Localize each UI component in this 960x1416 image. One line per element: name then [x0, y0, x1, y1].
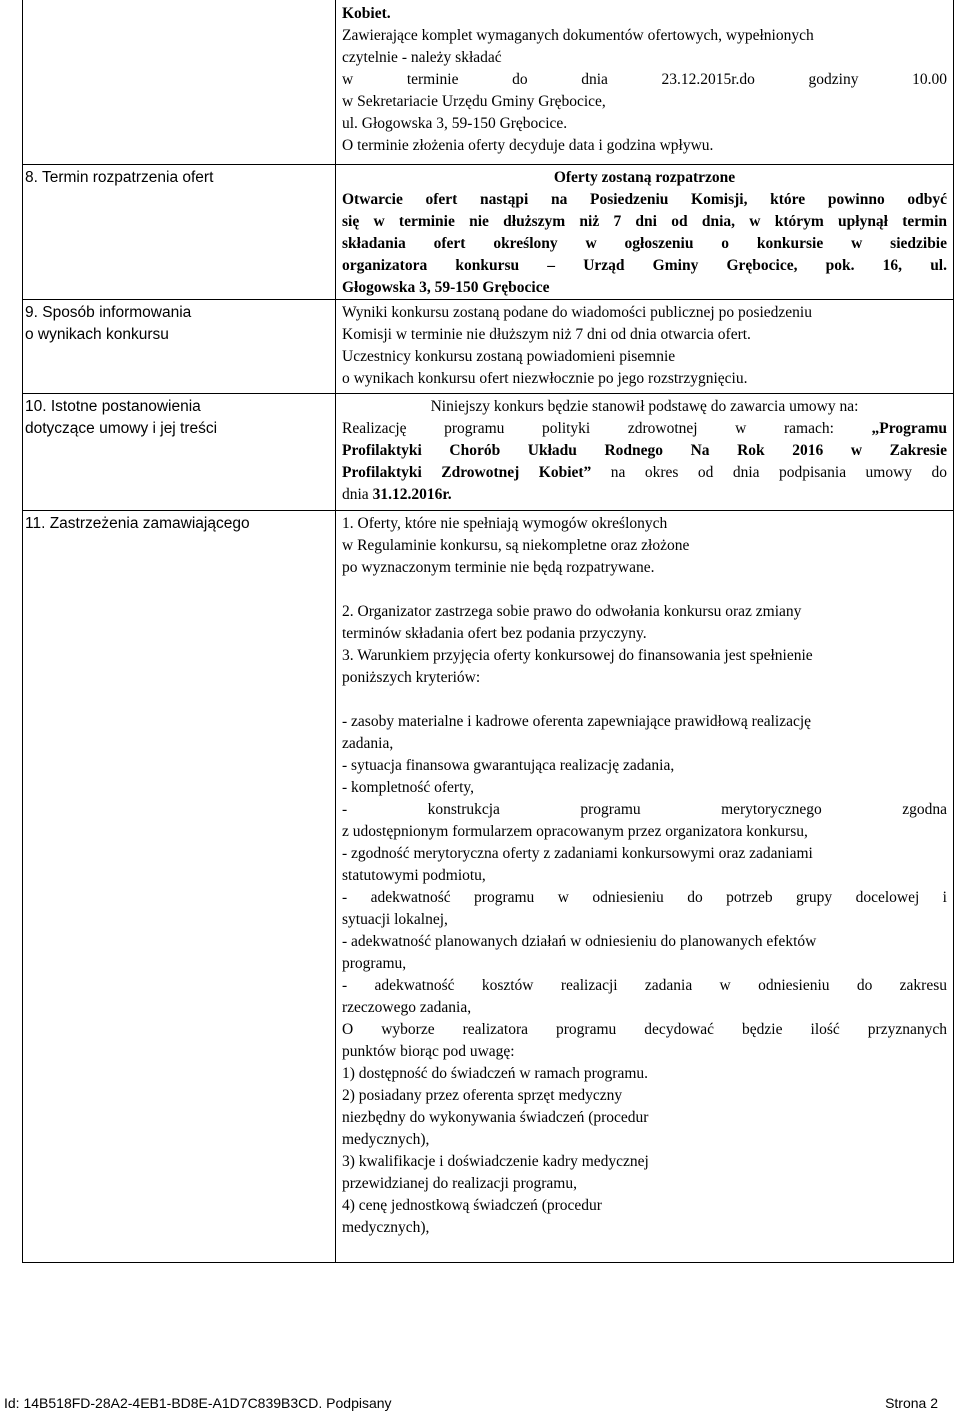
r11-b3-14: O wyborze realizatora programu decydować będzie ilość przyznanych — [342, 1021, 947, 1038]
r7-line-3-text: w terminie do dnia 23.12.2015r.do godziny 10.00 — [342, 71, 947, 88]
row-11-content-cell — [336, 511, 954, 1263]
r11-label: 11. Zastrzeżenia zamawiającego — [25, 515, 250, 532]
r8-line-3: organizatora konkursu – Urząd Gminy Grębocice, pok. 16, ul. — [342, 257, 947, 274]
r10-line-2-b: „Programu — [871, 420, 947, 437]
r11-b3-10: - adekwatność planowanych działań w odniesieniu do planowanych efektów — [342, 933, 817, 950]
r7-line-2: czytelnie - należy składać — [342, 49, 502, 66]
r7-line-0: Kobiet. — [342, 5, 391, 22]
r11-b3-2: - sytuacja finansowa gwarantująca realizację zadania, — [342, 757, 675, 774]
r11-b3-19: medycznych), — [342, 1131, 430, 1148]
r11-b1-0: 1. Oferty, które nie spełniają wymogów określonych — [342, 515, 668, 532]
row-7-continued — [23, 0, 954, 165]
r11-b1-1: w Regulaminie konkursu, są niekompletne oraz złożone — [342, 537, 690, 554]
r10-label-1: 10. Istotne postanowienia — [25, 398, 201, 415]
r11-b1-2: po wyznaczonym terminie nie będą rozpatrywane. — [342, 559, 655, 576]
r11-b3-18: niezbędny do wykonywania świadczeń (procedur — [342, 1109, 649, 1126]
r10-line-4-a: Profilaktyki Zdrowotnej Kobiet” — [342, 464, 592, 481]
row-10-content-cell — [336, 394, 954, 511]
contest-table — [22, 0, 954, 1263]
page-number: Strona 2 — [885, 1395, 938, 1411]
r11-b2-2: 3. Warunkiem przyjęcia oferty konkursowej do finansowania jest spełnienie — [342, 647, 813, 664]
r10-line-4 — [342, 462, 947, 484]
r10-line-2-a: Realizację programu polityki zdrowotnej w ramach: — [342, 420, 872, 437]
row-9-label-cell — [23, 300, 336, 394]
r11-b3-22: 4) cenę jednostkową świadczeń (procedur — [342, 1197, 602, 1214]
row-9 — [23, 300, 954, 394]
row-10 — [23, 394, 954, 511]
row-8-label-cell — [23, 165, 336, 300]
row-11 — [23, 511, 954, 1263]
document-id: Id: 14B518FD-28A2-4EB1-BD8E-A1D7C839B3CD. Podpisany — [4, 1395, 392, 1411]
r7-line-4: w Sekretariacie Urzędu Gminy Grębocice, — [342, 93, 606, 110]
row-10-label-cell — [23, 394, 336, 511]
r8-label: 8. Termin rozpatrzenia ofert — [25, 169, 214, 186]
r11-b3-0: - zasoby materialne i kadrowe oferenta zapewniające prawidłową realizację — [342, 713, 812, 730]
row-7-content-cell — [336, 0, 954, 165]
r8-line-4: Głogowska 3, 59-150 Grębocice — [342, 279, 550, 296]
r11-b3-20: 3) kwalifikacje i doświadczenie kadry medycznej — [342, 1153, 649, 1170]
r10-line-5-a: dnia — [342, 486, 373, 503]
r10-label-2: dotyczące umowy i jej treści — [25, 420, 218, 437]
r11-b3-16: 1) dostępność do świadczeń w ramach programu. — [342, 1065, 649, 1082]
r11-b3-7: statutowymi podmiotu, — [342, 867, 486, 884]
r8-title: Oferty zostaną rozpatrzone — [553, 169, 736, 186]
r8-line-2: składania ofert określony w ogłoszeniu o konkursie w siedzibie — [342, 235, 947, 252]
r11-b3-13: rzeczowego zadania, — [342, 999, 472, 1016]
r9-label-2: o wynikach konkursu — [25, 326, 169, 343]
r10-line-3: Profilaktyki Chorób Układu Rodnego Na Rok 2016 w Zakresie — [342, 442, 947, 459]
r11-b2-3: poniższych kryteriów: — [342, 669, 481, 686]
row-7-label-cell — [23, 0, 336, 165]
r11-b3-6: - zgodność merytoryczna oferty z zadaniami konkursowymi oraz zadaniami — [342, 845, 813, 862]
r11-b3-21: przewidzianej do realizacji programu, — [342, 1175, 577, 1192]
r11-b3-1: zadania, — [342, 735, 394, 752]
r9-line-3: o wynikach konkursu ofert niezwłocznie po jego rozstrzygnięciu. — [342, 370, 748, 387]
r7-line-1: Zawierające komplet wymaganych dokumentów ofertowych, wypełnionych — [342, 27, 814, 44]
row-8-content-cell — [336, 165, 954, 300]
r9-line-0: Wyniki konkursu zostaną podane do wiadomości publicznej po posiedzeniu — [342, 304, 812, 321]
r7-line-3 — [342, 69, 947, 91]
r8-line-1: się w terminie nie dłuższym niż 7 dni od dnia, w którym upłynął termin — [342, 213, 947, 230]
r8-line-0: Otwarcie ofert nastąpi na Posiedzeniu Komisji, które powinno odbyć — [342, 191, 947, 208]
r10-line-2 — [342, 418, 947, 440]
r11-b3-3: - kompletność oferty, — [342, 779, 474, 796]
row-11-label-cell — [23, 511, 336, 1263]
r11-b3-8: - adekwatność programu w odniesieniu do potrzeb grupy docelowej i — [342, 889, 947, 906]
r11-b2-1: terminów składania ofert bez podania przyczyny. — [342, 625, 647, 642]
r10-line-5-b: 31.12.2016r. — [372, 486, 452, 503]
r10-line-4-b: na okres od dnia podpisania umowy do — [591, 464, 948, 481]
r11-b3-9: sytuacji lokalnej, — [342, 911, 448, 928]
r9-line-2: Uczestnicy konkursu zostaną powiadomieni pisemnie — [342, 348, 676, 365]
r9-label-1: 9. Sposób informowania — [25, 304, 192, 321]
r7-line-5: ul. Głogowska 3, 59-150 Grębocice. — [342, 115, 568, 132]
r10-line-5 — [342, 484, 947, 506]
row-8 — [23, 165, 954, 300]
r11-b3-4: - konstrukcja programu merytorycznego zgodna — [342, 801, 947, 818]
r9-line-1: Komisji w terminie nie dłuższym niż 7 dni od dnia otwarcia ofert. — [342, 326, 751, 343]
r11-b2-0: 2. Organizator zastrzega sobie prawo do odwołania konkursu oraz zmiany — [342, 603, 802, 620]
r10-line-1: Niniejszy konkurs będzie stanowił podstawę do zawarcia umowy na: — [430, 398, 859, 415]
r11-b3-15: punktów biorąc pod uwagę: — [342, 1043, 515, 1060]
r11-b3-23: medycznych), — [342, 1219, 430, 1236]
row-9-content-cell — [336, 300, 954, 394]
r11-b3-11: programu, — [342, 955, 407, 972]
r11-b3-17: 2) posiadany przez oferenta sprzęt medyczny — [342, 1087, 623, 1104]
r11-b3-5: z udostępnionym formularzem opracowanym przez organizatora konkursu, — [342, 823, 808, 840]
r11-b3-12: - adekwatność kosztów realizacji zadania w odniesieniu do zakresu — [342, 977, 947, 994]
r7-line-6: O terminie złożenia oferty decyduje data i godzina wpływu. — [342, 137, 714, 154]
